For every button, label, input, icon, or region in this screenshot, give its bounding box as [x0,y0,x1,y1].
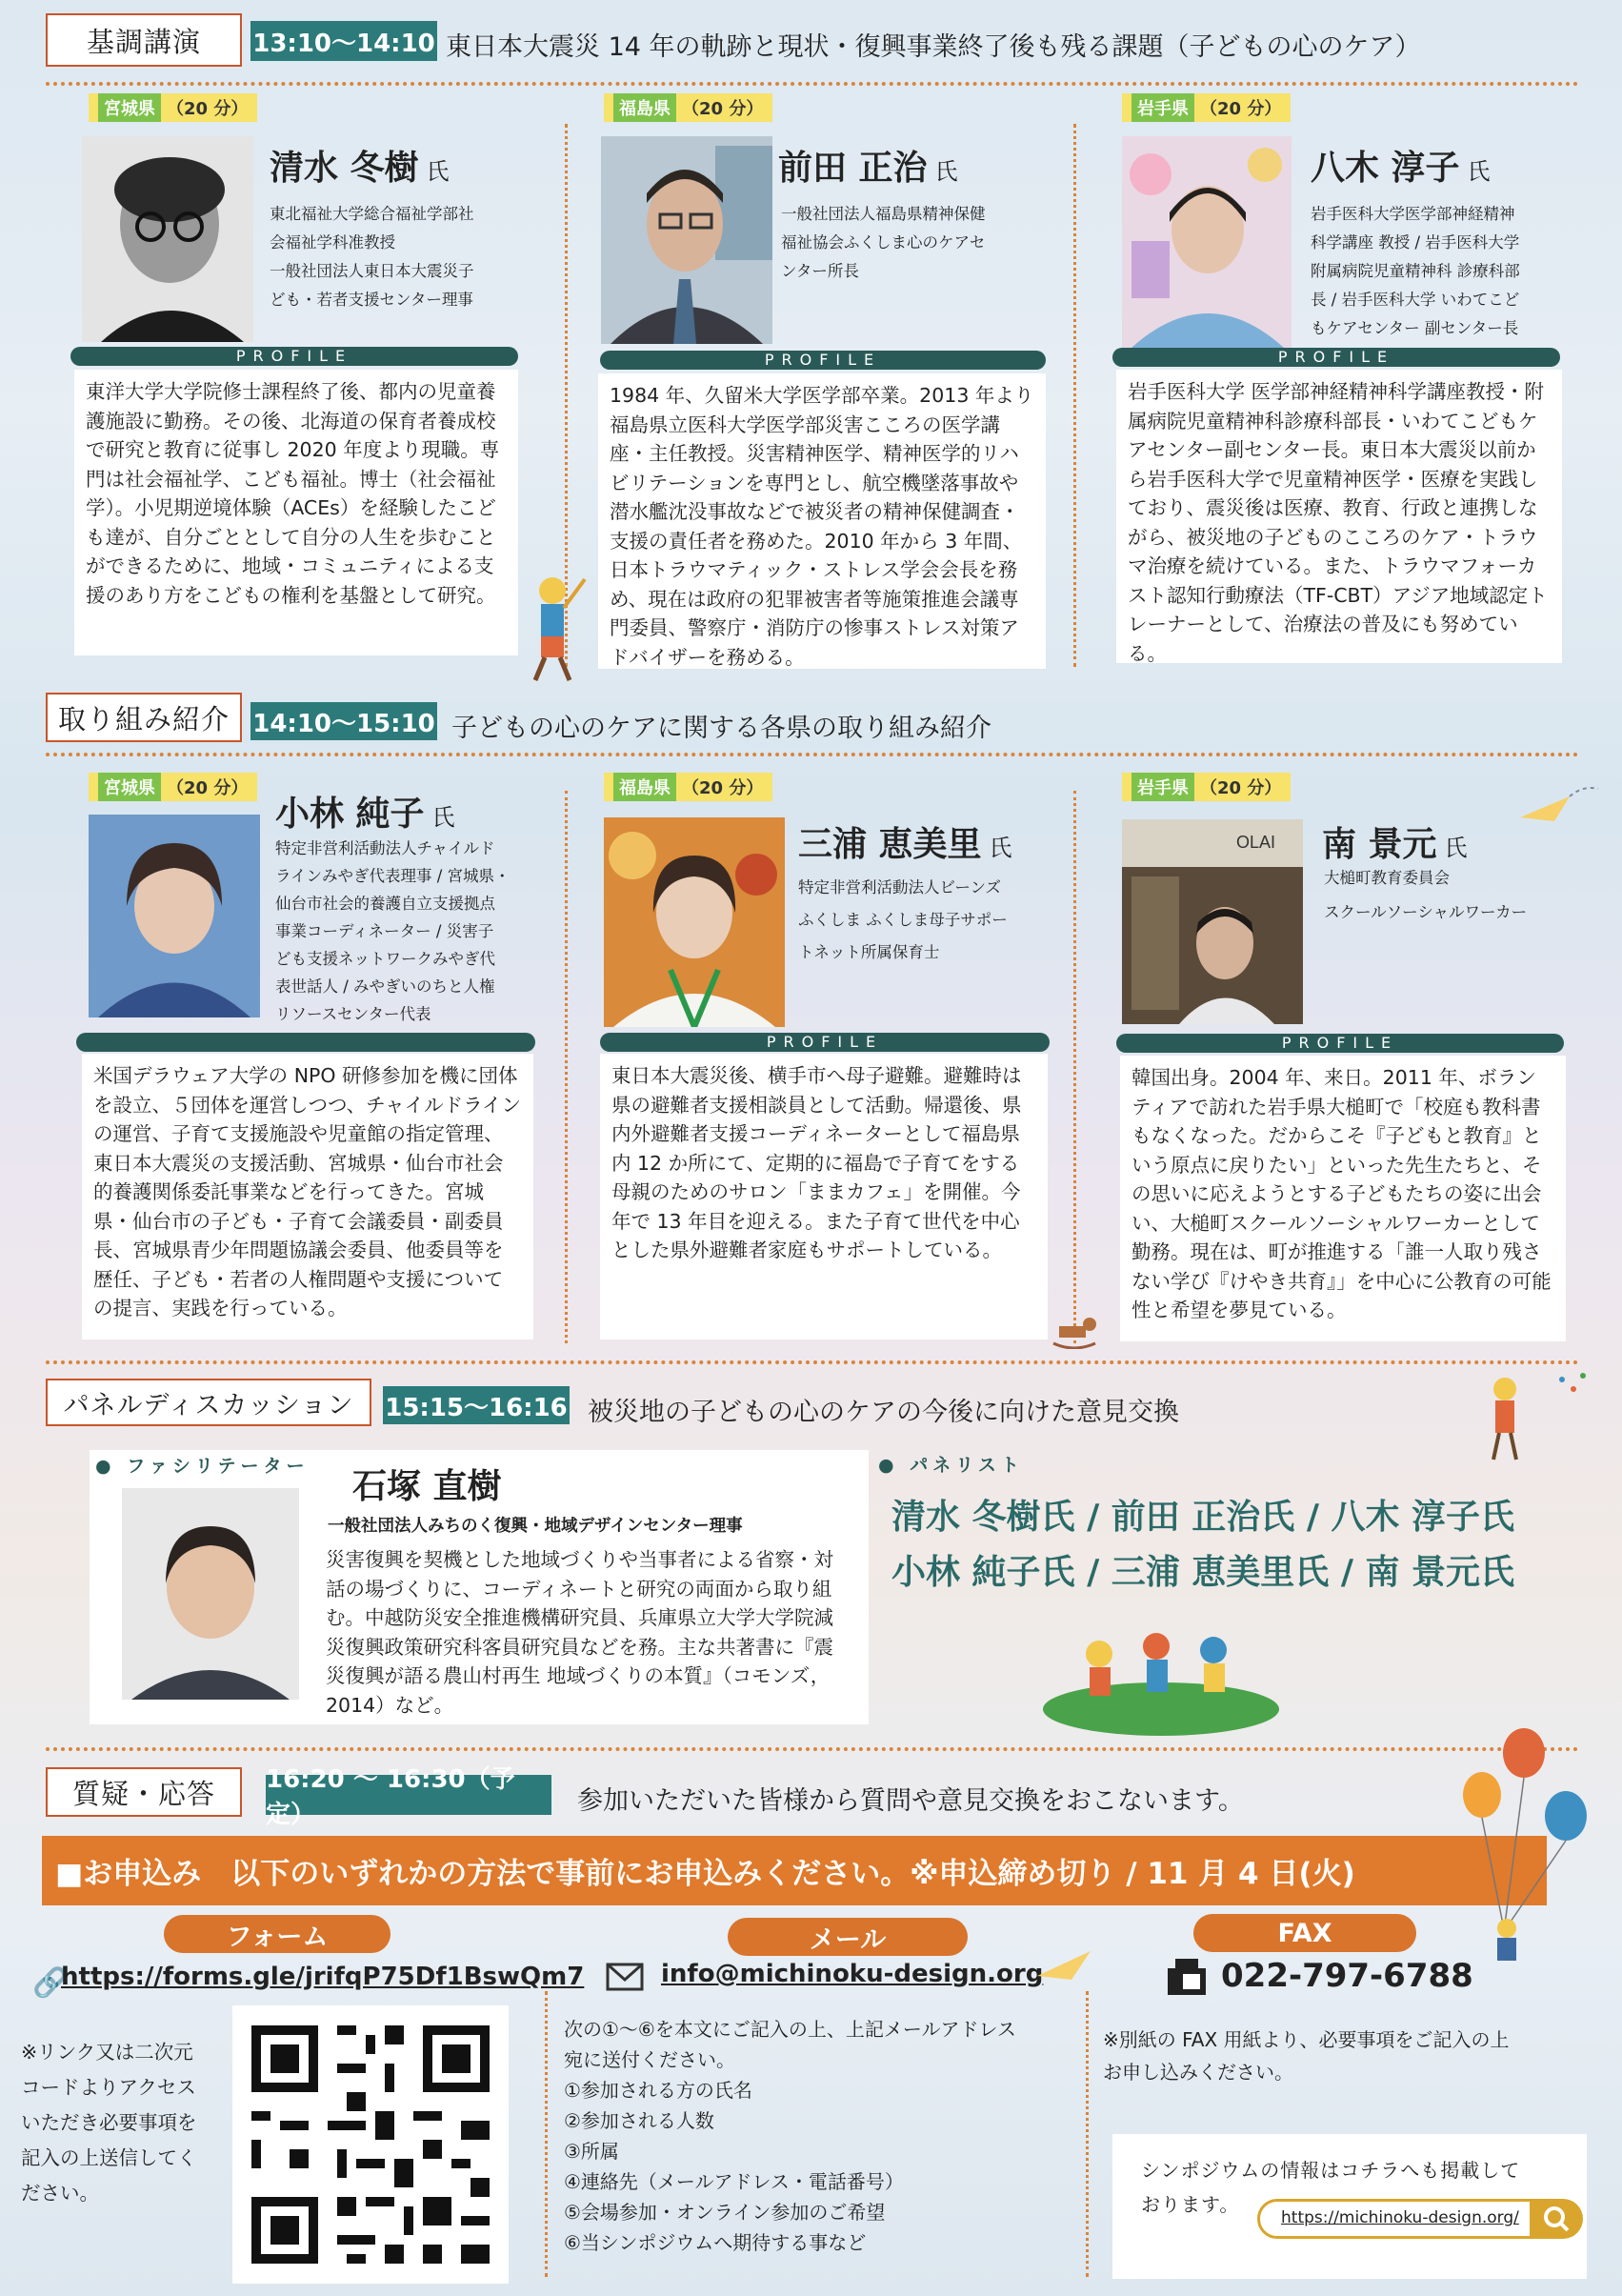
section-label-initiatives: 取り組み紹介 [46,693,242,742]
divider [1086,1991,1089,2277]
panel-time: 15:15〜16:16 [383,1386,570,1424]
minutes: （20 分） [1200,778,1282,798]
profile-text: 東日本大震災後、横手市へ母子避難。避難時は県の避難者支援相談員として活動。帰還後、県内外避難者支援コーディネーターとして福島県内 12 か所にて、定期的に福島で子育てをする母親のためのサロン「ままカフェ」を開催。今年で 13 年目を迎える。また子育て世代を中心とした県外避難者家庭もサポートしている。 [600,1054,1048,1339]
pref-tag [89,773,257,801]
pref-name: 宮城県 [98,773,161,801]
speaker-name: 八木 淳子 氏 [1311,149,1491,188]
qa-title: 参加いただいた皆様から質問や意見交換をおこないます。 [577,1786,1244,1816]
speaker-photo [82,136,253,342]
speaker-photo [601,136,772,344]
child-with-flag-illustration [1467,1360,1600,1475]
profile-text: 韓国出身。2004 年、来日。2011 年、ボランティアで訪れた岩手県大槌町で「校庭も教科書もなくなった。だからこそ『子どもと教育』という原点に戻りたい」といった先生たちと、その思いに応えようとする子どもたちの姿に出会い、大槌町スクールソーシャルワーカーとして勤務。現在は、町が推進する「誰一人取り残さない学び『けやき共育』」を中心に公教育の可能性と希望を夢見ている。 [1120,1056,1566,1341]
minutes: （20 分） [167,99,249,119]
initiatives-time: 14:10〜15:10 [250,702,437,740]
balloons-illustration [1448,1724,1619,1972]
speaker-name: 前田 正治 氏 [778,149,958,188]
profile-bar: PROFILE [600,1033,1050,1052]
divider [1073,124,1076,667]
panelists-line-1: 清水 冬樹氏 / 前田 正治氏 / 八木 淳子氏 [891,1498,1515,1537]
profile-bar: PROFILE [600,351,1046,370]
fax-note: ※別紙の FAX 用紙より、必要事項をご記入の上 お申し込みください。 [1103,2028,1510,2084]
svg-text:OLAI: OLAI [1236,833,1276,852]
initiatives-title: 子どもの心のケアに関する各県の取り組み紹介 [451,714,991,743]
speaker-affiliation: 岩手医科大学医学部神経精神 科学講座 教授 / 岩手医科大学 附属病院児童精神科 診療科部 長 / 岩手医科大学 いわてこど もケアセンター 副センター長 [1311,205,1520,337]
facilitator-photo [122,1488,299,1700]
profile-text: 1984 年、久留米大学医学部卒業。2013 年より福島県立医科大学医学部災害こころの医学講座・主任教授。災害精神医学、精神医学的リハビリテーションを専門とし、航空機墜落事故や潜水艦沈没事故などで被災者の精神保健調査・支援の責任者を務めた。2010 年から 3 年間、日本トラウマティック・ストレス学会会長を務め、現在は政府の犯罪被害者等施策推進会議専門委員、警察庁・消防庁の惨事ストレス対策アドバイザーを務める。 [598,373,1046,669]
form-qr-code[interactable] [232,2005,509,2284]
minutes: （20 分） [682,778,764,798]
speaker-photo [1122,136,1292,348]
divider [46,1747,1579,1751]
toy-horse-illustration [1048,1315,1101,1349]
divider [46,82,1579,86]
website-note: シンポジウムの情報はコチラへも掲載して おります。 [1141,2159,1521,2216]
speaker-photo [89,815,260,1017]
speaker-name: 小林 純子 氏 [275,795,455,834]
divider [46,1360,1579,1364]
paper-plane-icon [1033,1944,1110,1982]
profile-text: 米国デラウェア大学の NPO 研修参加を機に団体を設立、５団体を運営しつつ、チャイルドラインの運営、子育て支援施設や児童館の指定管理、東日本大震災の支援活動、宮城県・仙台市社会的養護関係委託事業などを行ってきた。宮城県・仙台市の子ども・子育て会議委員・副委員長、宮城県青少年問題協議会委員、他委員等を歴任、子ども・若者の人権問題や支援についての提言、実践を行っている。 [82,1054,533,1339]
profile-bar: PROFILE [1112,348,1560,367]
form-link[interactable]: https://forms.gle/jrifqP75Df1BswQm7 [61,1963,585,1991]
fax-number: 022-797-6788 [1221,1957,1473,1995]
speaker-affiliation: 特定非営利活動法人ビーンズ ふくしま ふくしま母子サポー トネット所属保育士 [798,878,1008,961]
profile-text: 岩手医科大学 医学部神経精神科学講座教授・附属病院児童精神科診療科部長・いわてこどもケアセンター副センター長。東日本大震災以前から岩手医科大学で児童精神医学・医療を実践しており、震災後は医療、教育、行政と連携しながら、被災地の子どものこころのケア・トラウマ治療を続けている。また、トラウマフォーカスト認知行動療法（TF-CBT）アジア地域認定トレーナーとして、治療法の普及にも努めている。 [1116,370,1562,663]
profile-text: 東洋大学大学院修士課程終了後、都内の児童養護施設に勤務。その後、北海道の保育者養成校で研究と教育に従事し 2020 年度より現職。専門は社会福祉学、こども福祉。博士（社会福祉学）。小児期逆境体験（ACEs）を経験したこども達が、自分ごととして自分の人生を歩むことができるために、地域・コミュニティによる支援のあり方をこどもの権利を基盤として研究。 [74,370,518,655]
divider [1073,791,1076,1343]
divider [565,791,568,1343]
search-icon[interactable] [1530,2199,1583,2239]
divider [545,1991,548,2277]
facilitator-name: 石塚 直樹 [352,1467,502,1506]
mail-label: メール [728,1918,968,1956]
divider [46,753,1579,756]
apply-banner: ■お申込み 以下のいずれかの方法で事前にお申込みください。※申込締め切り / 11 月 4 日(火) [42,1836,1547,1905]
speaker-affiliation: 大槌町教育委員会 スクールソーシャルワーカー [1324,869,1528,921]
speaker-affiliation: 一般社団法人福島県精神保健 福祉協会ふくしま心のケアセ ンター所長 [781,205,986,280]
facilitator-affiliation: 一般社団法人みちのく復興・地域デザインセンター理事 [328,1517,743,1536]
profile-bar: PROFILE [70,347,518,366]
website-url[interactable]: https://michinoku-design.org/ [1281,2208,1519,2227]
mail-address[interactable]: info@michinoku-design.org [661,1960,1044,1988]
speaker-name: 三浦 恵美里 氏 [798,825,1012,864]
pref-name: 岩手県 [1131,93,1194,122]
pref-tag [604,773,772,801]
paper-plane-icon [1516,779,1602,827]
section-label-panel: パネルディスカッション [46,1379,371,1426]
profile-bar [76,1033,535,1052]
speaker-affiliation: 特定非営利活動法人チャイルド ラインみやぎ代表理事 / 宮城県・ 仙台市社会的養護自立支援拠点 事業コーディネーター / 災害子 ども支援ネットワークみやぎ代 表世話人 / みやぎいのちと人権 リソースセンター代表 [275,839,511,1023]
minutes: （20 分） [682,99,764,119]
form-label: フォーム [164,1915,390,1953]
pref-name: 宮城県 [98,93,161,122]
pref-tag [604,93,772,122]
fax-icon [1166,1957,1208,1997]
child-illustration [514,570,591,684]
facilitator-label: ● ファシリテーター [95,1456,310,1477]
link-icon: 🔗 [32,1966,69,2000]
speaker-name: 清水 冬樹 氏 [270,149,450,188]
speaker-photo [1122,819,1303,1024]
pref-tag [1122,773,1291,801]
pref-name: 福島県 [613,773,676,801]
panelists-line-2: 小林 純子氏 / 三浦 恵美里氏 / 南 景元氏 [891,1553,1515,1592]
section-label-qa: 質疑・応答 [46,1767,242,1817]
speaker-name: 南 景元 氏 [1322,825,1468,864]
mail-instructions: 次の①〜⑥を本文にご記入の上、上記メールアドレス 宛に送付ください。 ①参加される方の氏名 ②参加される人数 ③所属 ④連絡先（メールアドレス・電話番号） ⑤会場参加・オンライン参加のご希望 ⑥当シンポジウムへ期待する事など [564,2018,1016,2254]
speaker-affiliation: 東北福祉大学総合福祉学部社 会福祉学科准教授 一般社団法人東日本大震災子 ども・若者支援センター理事 [270,205,474,309]
pref-name: 岩手県 [1131,773,1194,801]
section-label-keynote: 基調講演 [46,13,242,67]
panelist-label: ● パネリスト [878,1455,1024,1476]
pref-name: 福島県 [613,93,676,122]
keynote-time: 13:10〜14:10 [250,21,437,61]
pref-tag [1122,93,1291,122]
fax-label: FAX [1193,1914,1416,1952]
form-note: ※リンク又は二次元 コードよりアクセス いただき必要事項を 記入の上送信してく ださい。 [21,2041,197,2205]
minutes: （20 分） [167,778,249,798]
speaker-photo [604,817,785,1027]
profile-bar: PROFILE [1116,1034,1564,1053]
pref-tag [89,93,257,122]
facilitator-profile: 災害復興を契機とした地域づくりや当事者による省察・対話の場づくりに、コーディネートと研究の両面から取り組む。中越防災安全推進機構研究員、兵庫県立大学大学院減災復興政策研究科客員研究員などを務。主な共著書に『震災復興が語る農山村再生 地域づくりの本質』（コモンズ，2014）など。 [326,1548,833,1717]
children-illustration [1042,1621,1280,1736]
mail-icon [606,1961,644,1993]
panel-title: 被災地の子どもの心のケアの今後に向けた意見交換 [588,1398,1179,1427]
qa-time: 16:20 〜 16:30（予定） [266,1775,551,1815]
minutes: （20 分） [1200,99,1282,119]
keynote-title: 東日本大震災 14 年の軌跡と現状・復興事業終了後も残る課題（子どもの心のケア） [446,32,1421,62]
